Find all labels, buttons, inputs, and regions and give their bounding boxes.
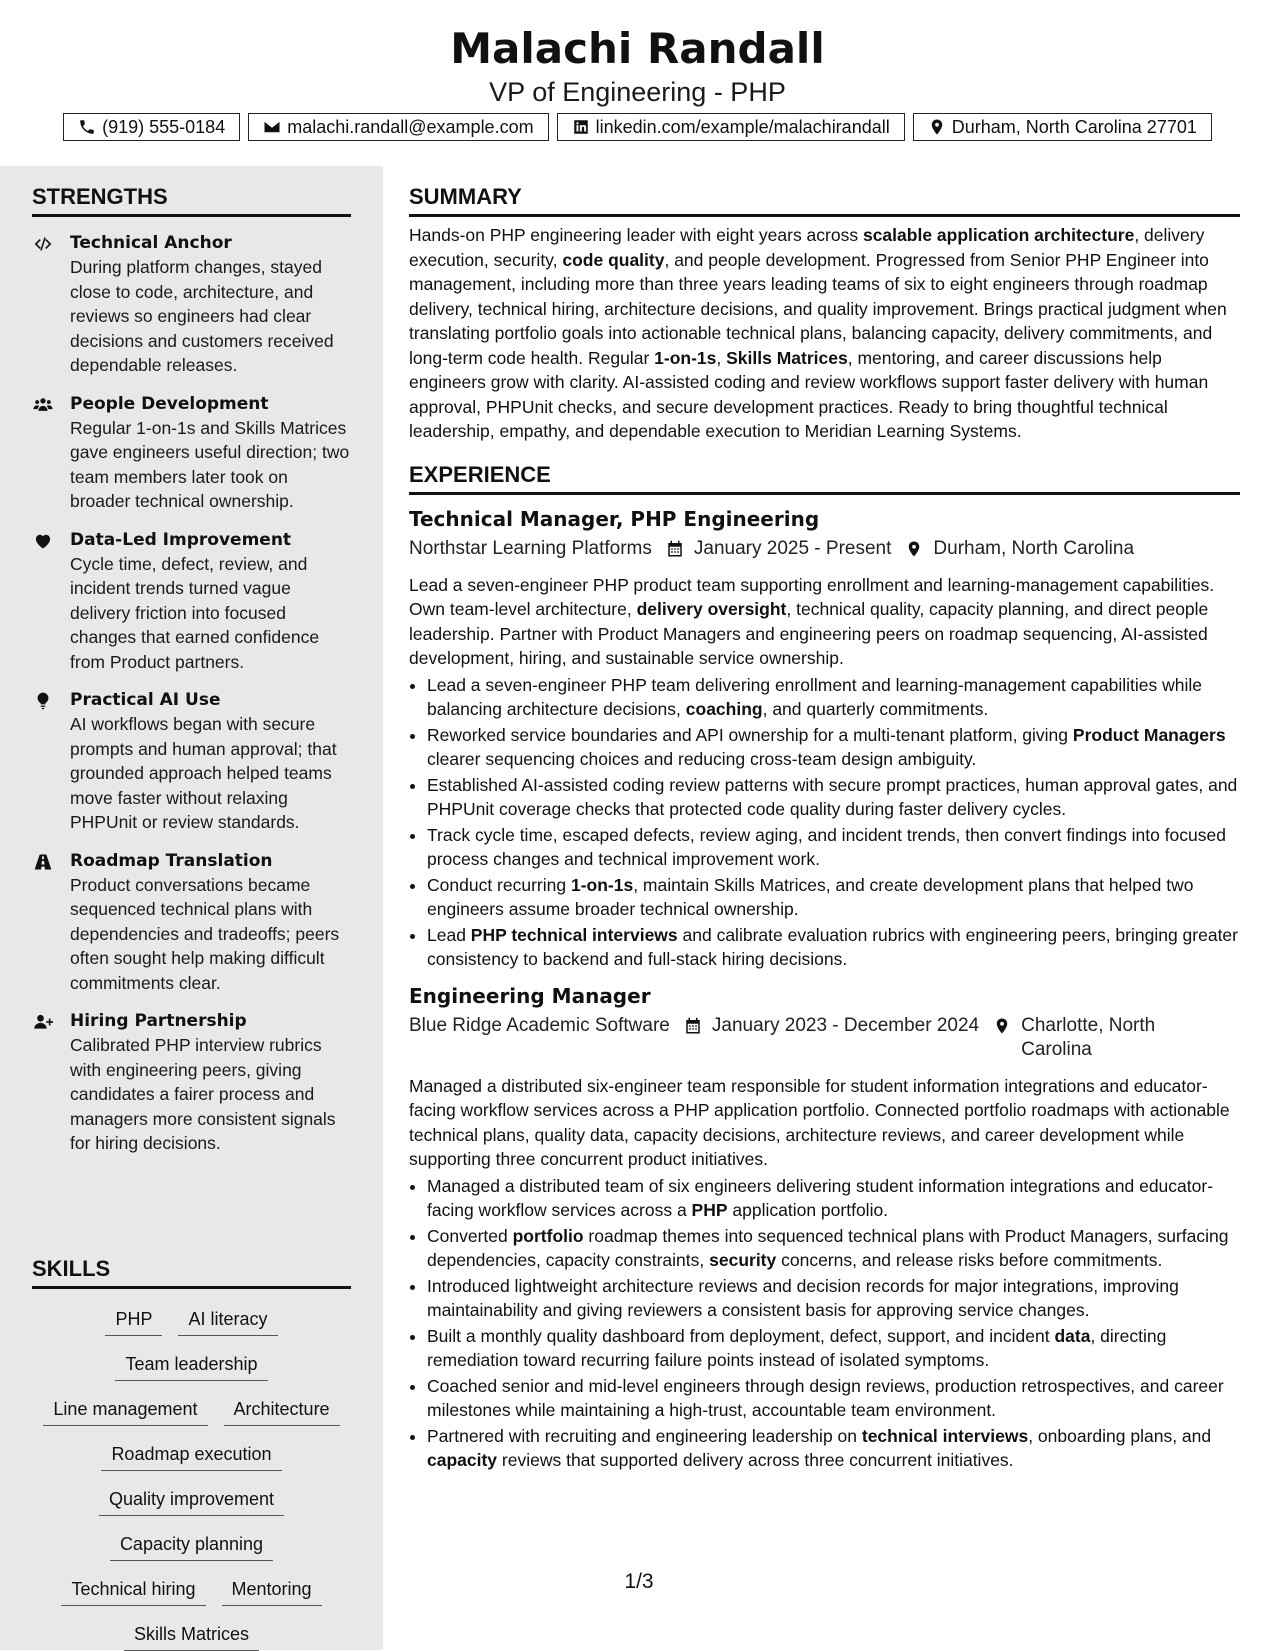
users-icon <box>32 395 54 415</box>
job-title: Technical Manager, PHP Engineering <box>409 506 820 531</box>
strength-item <box>32 528 351 675</box>
contact-phone[interactable] <box>63 113 240 141</box>
strength-item <box>32 849 351 996</box>
job-company: Blue Ridge Academic Software <box>409 1014 670 1036</box>
summary-text: Hands-on PHP engineering leader with eight years across scalable application architecture, delivery execution, security, code quality, and people development. Progressed from Senior PHP Engineer into management, including more than three years leading teams of six to eight engineers through roadmap delivery, technical hiring, architecture decisions, and quality improvement. Brings practical judgment when translating portfolio goals into actionable technical plans, balancing capacity, delivery commitments, and long-term code health. Regular 1-on-1s, Skills Matrices, mentoring, and career discussions help engineers grow with clarity. AI-assisted coding and review workflows support faster delivery with human approval, PHPUnit checks, and secure development practices. Ready to bring thoughtful technical leadership, empathy, and dependable execution to Meridian Learning Systems. <box>409 225 1227 441</box>
job-bullet: • Conduct recurring 1-on-1s, maintain Skills Matrices, and create development plans that helped two engineers assume broader technical ownership. <box>427 873 1240 922</box>
job-entry <box>409 505 1240 972</box>
job-title: Engineering Manager <box>409 983 651 1008</box>
calendar-icon <box>666 539 684 559</box>
map-pin-icon <box>928 118 946 136</box>
skill-tag: Technical hiring <box>61 1577 205 1606</box>
strength-desc: Calibrated PHP interview rubrics with engineering peers, giving candidates a fairer process and managers more consistent signals for hiring decisions. <box>70 1035 336 1153</box>
contact-location <box>913 113 1212 141</box>
strength-item <box>32 688 351 835</box>
job-bullets <box>409 673 1240 972</box>
map-pin-icon <box>993 1016 1011 1036</box>
job-bullet: • Reworked service boundaries and API ownership for a multi-tenant platform, giving Product Managers clearer sequencing choices and reducing cross-team design ambiguity. <box>427 723 1240 772</box>
calendar-icon <box>684 1016 702 1036</box>
skill-tag: AI literacy <box>178 1307 277 1336</box>
contact-email[interactable] <box>248 113 548 141</box>
job-bullets <box>409 1174 1240 1473</box>
candidate-name: Malachi Randall <box>450 24 825 73</box>
strength-desc: Regular 1-on-1s and Skills Matrices gave engineers useful direction; two team members later took on broader technical ownership. <box>70 417 350 511</box>
experience-section <box>409 444 1240 1473</box>
job-bullet: • Coached senior and mid-level engineers through design reviews, production retrospectives, and career milestones while maintaining a high-trust, accountable team environment. <box>427 1374 1240 1423</box>
lightbulb-icon <box>32 691 54 711</box>
strengths-heading: STRENGTHS <box>32 166 351 217</box>
job-location: Charlotte, North Carolina <box>1021 1014 1156 1060</box>
skills-heading: SKILLS <box>32 1238 351 1289</box>
skills-section <box>32 1238 351 1651</box>
strength-item <box>32 231 351 378</box>
page-number: 1/3 <box>624 1570 654 1593</box>
contact-phone-text: (919) 555-0184 <box>102 116 226 137</box>
contact-bar <box>0 113 1275 141</box>
skill-tag: PHP <box>105 1307 162 1336</box>
skill-tag: Team leadership <box>115 1352 267 1381</box>
job-dates: January 2025 - Present <box>693 537 892 559</box>
envelope-icon <box>263 118 281 136</box>
code-icon <box>32 234 54 254</box>
job-description: Lead a seven-engineer PHP product team supporting enrollment and learning-management capabilities. Own team-level architecture, delivery oversight, technical quality, capacity planning, and direct people leadership. Partner with Product Managers and engineering peers on roadmap sequencing, AI-assisted development, hiring, and sustainable service ownership. <box>409 574 1215 668</box>
strength-title: Technical Anchor <box>70 233 232 253</box>
experience-heading: EXPERIENCE <box>409 444 1240 495</box>
skill-tag: Skills Matrices <box>124 1622 259 1651</box>
job-bullet: • Established AI-assisted coding review patterns with secure prompt practices, human approval gates, and PHPUnit coverage checks that protected code quality during faster delivery cycles. <box>427 773 1240 822</box>
job-bullet: • Track cycle time, escaped defects, review aging, and incident trends, then convert findings into focused process changes and technical improvement work. <box>427 823 1240 872</box>
strength-title: Hiring Partnership <box>70 1011 247 1031</box>
summary-section <box>409 166 1240 444</box>
strength-title: Roadmap Translation <box>70 850 273 871</box>
skill-tag: Line management <box>43 1397 207 1426</box>
contact-location-text: Durham, North Carolina 27701 <box>951 116 1197 137</box>
skill-tag: Quality improvement <box>99 1487 284 1516</box>
contact-linkedin[interactable] <box>557 113 905 141</box>
strength-desc: Product conversations became sequenced technical plans with dependencies and tradeoffs; peers often sought help making difficult commitments clear. <box>70 874 340 993</box>
road-icon <box>32 852 54 872</box>
sidebar <box>0 166 383 1650</box>
job-entry <box>409 982 1240 1473</box>
strength-title: Practical AI Use <box>70 690 221 710</box>
job-bullet: • Lead a seven-engineer PHP team delivering enrollment and learning-management capabilities while balancing architecture decisions, coaching, and quarterly commitments. <box>427 673 1240 722</box>
strength-desc: AI workflows began with secure prompts and human approval; that grounded approach helped teams move faster without relaxing PHPUnit or review standards. <box>70 714 337 832</box>
map-pin-icon <box>905 539 923 559</box>
job-bullet: • Introduced lightweight architecture reviews and decision records for major integrations, improving maintainability and giving reviewers a consistent basis for approving service changes. <box>427 1274 1240 1323</box>
skill-tag: Capacity planning <box>110 1532 273 1561</box>
job-meta <box>409 1014 1240 1062</box>
skill-tag: Architecture <box>224 1397 340 1426</box>
job-bullet: • Partnered with recruiting and engineering leadership on technical interviews, onboarding plans, and capacity reviews that supported delivery across three concurrent initiatives. <box>427 1424 1240 1473</box>
contact-linkedin-text: linkedin.com/example/malachirandall <box>595 116 890 137</box>
job-location: Durham, North Carolina <box>933 537 1135 559</box>
job-bullet: • Built a monthly quality dashboard from deployment, defect, support, and incident data, directing remediation toward recurring failure points instead of isolated symptoms. <box>427 1324 1240 1373</box>
strength-title: Data-Led Improvement <box>70 529 292 550</box>
job-company: Northstar Learning Platforms <box>409 537 652 559</box>
skill-tag: Mentoring <box>222 1577 322 1606</box>
summary-heading: SUMMARY <box>409 166 1240 217</box>
strengths-section <box>32 166 351 1156</box>
resume-header <box>0 0 1275 166</box>
job-meta <box>409 537 1240 561</box>
skill-tag: Roadmap execution <box>101 1442 281 1471</box>
job-bullet: • Lead PHP technical interviews and calibrate evaluation rubrics with engineering peers, bringing greater consistency to backend and full-stack hiring decisions. <box>427 923 1240 972</box>
job-bullet: • Managed a distributed team of six engineers delivering student information integrations and educator-facing workflow services across a PHP application portfolio. <box>427 1174 1240 1223</box>
linkedin-icon <box>572 118 590 136</box>
job-dates: January 2023 - December 2024 <box>711 1014 980 1036</box>
heart-icon <box>32 531 54 551</box>
strength-desc: During platform changes, stayed close to code, architecture, and reviews so engineers had clear decisions and customers received dependable releases. <box>70 257 334 375</box>
skills-list <box>32 1307 351 1651</box>
phone-icon <box>78 118 96 136</box>
job-bullet: • Converted portfolio roadmap themes into sequenced technical plans with Product Managers, surfacing dependencies, capacity constraints, security concerns, and release risks before commitments. <box>427 1224 1240 1273</box>
user-plus-icon <box>32 1012 54 1032</box>
strength-item <box>32 1009 351 1156</box>
strength-desc: Cycle time, defect, review, and incident trends turned vague delivery friction into focused changes that earned confidence from Product partners. <box>70 553 320 672</box>
job-description: Managed a distributed six-engineer team responsible for student information integrations and educator-facing workflow services across a PHP application portfolio. Connected portfolio roadmaps with actionable technical plans, quality data, capacity decisions, architecture reviews, and career development while supporting three concurrent product initiatives. <box>409 1075 1230 1169</box>
strength-title: People Development <box>70 393 269 414</box>
main-column <box>409 166 1240 1474</box>
strength-item <box>32 392 351 514</box>
candidate-title: VP of Engineering - PHP <box>489 77 786 107</box>
contact-email-text: malachi.randall@example.com <box>287 116 534 137</box>
